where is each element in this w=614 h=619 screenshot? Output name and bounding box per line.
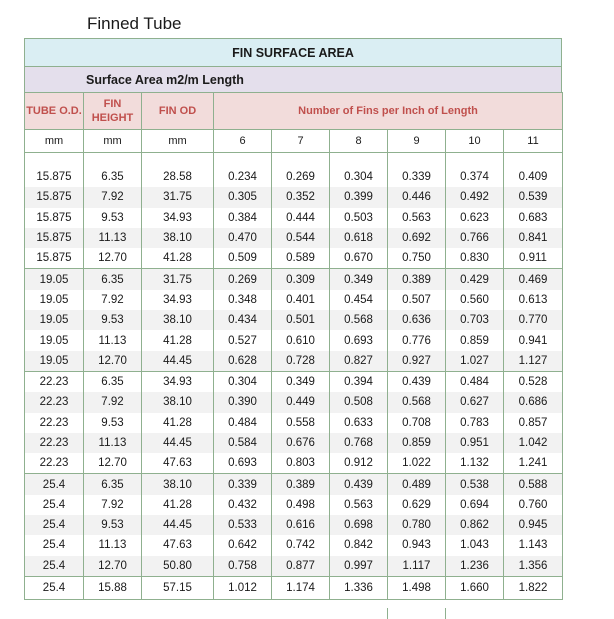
table-cell: 0.760 [504, 495, 563, 515]
table-cell: 0.943 [388, 535, 446, 555]
subtitle: Surface Area m2/m Length [24, 66, 562, 92]
table-cell: 0.859 [388, 433, 446, 453]
table-cell: 0.434 [214, 310, 272, 330]
table-cell: 0.389 [388, 269, 446, 290]
table-cell: 0.841 [504, 228, 563, 248]
table-row [25, 515, 563, 535]
table-cell: 0.912 [330, 453, 388, 474]
table-cell: 0.766 [446, 228, 504, 248]
unit-fin-od: mm [142, 130, 214, 153]
table-cell: 0.911 [504, 248, 563, 269]
table-cell: 12.70 [84, 453, 142, 474]
table-cell: 0.693 [214, 453, 272, 474]
table-row [25, 208, 563, 228]
table-row [25, 433, 563, 453]
table-row [25, 576, 563, 599]
table-cell: 7.92 [84, 392, 142, 412]
table-row [25, 495, 563, 515]
table-cell: 0.538 [446, 474, 504, 495]
table-cell: 0.439 [330, 474, 388, 495]
table-cell: 0.633 [330, 413, 388, 433]
table-cell: 1.241 [504, 453, 563, 474]
table-cell: 1.174 [272, 576, 330, 599]
fin-surface-area-sheet [24, 38, 562, 600]
table-cell: 0.563 [388, 208, 446, 228]
table-cell: 1.356 [504, 556, 563, 577]
table-cell: 0.389 [272, 474, 330, 495]
table-cell: 1.143 [504, 535, 563, 555]
table-cell: 0.670 [330, 248, 388, 269]
table-cell: 15.875 [25, 208, 84, 228]
table-row [25, 556, 563, 577]
table-cell: 0.409 [504, 167, 563, 187]
table-cell: 0.339 [214, 474, 272, 495]
table-cell: 0.584 [214, 433, 272, 453]
fin-count-header: 8 [330, 130, 388, 153]
table-cell: 0.558 [272, 413, 330, 433]
table-cell: 0.997 [330, 556, 388, 577]
table-cell: 15.875 [25, 248, 84, 269]
table-cell: 41.28 [142, 248, 214, 269]
table-cell: 0.642 [214, 535, 272, 555]
table-row [25, 413, 563, 433]
table-cell: 12.70 [84, 556, 142, 577]
fin-count-header: 6 [214, 130, 272, 153]
table-cell: 47.63 [142, 453, 214, 474]
table-cell: 0.509 [214, 248, 272, 269]
table-cell: 1.012 [214, 576, 272, 599]
table-cell: 25.4 [25, 515, 84, 535]
table-cell: 25.4 [25, 535, 84, 555]
table-cell: 38.10 [142, 310, 214, 330]
table-cell: 0.780 [388, 515, 446, 535]
table-cell: 11.13 [84, 330, 142, 350]
table-cell: 7.92 [84, 187, 142, 207]
table-cell: 0.862 [446, 515, 504, 535]
table-cell: 7.92 [84, 290, 142, 310]
table-cell: 34.93 [142, 208, 214, 228]
table-row [25, 269, 563, 290]
table-cell: 11.13 [84, 433, 142, 453]
table-cell: 0.449 [272, 392, 330, 412]
table-cell: 0.399 [330, 187, 388, 207]
table-cell: 7.92 [84, 495, 142, 515]
table-cell: 1.132 [446, 453, 504, 474]
table-cell: 0.589 [272, 248, 330, 269]
table-cell: 19.05 [25, 269, 84, 290]
table-cell: 22.23 [25, 371, 84, 392]
table-cell: 0.941 [504, 330, 563, 350]
table-cell: 0.686 [504, 392, 563, 412]
table-cell: 0.508 [330, 392, 388, 412]
table-cell: 12.70 [84, 248, 142, 269]
table-cell: 11.13 [84, 535, 142, 555]
unit-fin-height: mm [84, 130, 142, 153]
table-row [25, 392, 563, 412]
table-cell: 31.75 [142, 269, 214, 290]
table-cell: 0.683 [504, 208, 563, 228]
table-cell: 0.446 [388, 187, 446, 207]
gridline-stub [445, 608, 446, 619]
table-cell: 0.507 [388, 290, 446, 310]
table-cell: 0.484 [446, 371, 504, 392]
table-cell: 0.758 [214, 556, 272, 577]
header-fin-height: FIN HEIGHT [84, 93, 142, 130]
table-cell: 19.05 [25, 351, 84, 372]
table-cell: 0.470 [214, 228, 272, 248]
table-cell: 25.4 [25, 495, 84, 515]
table-cell: 0.676 [272, 433, 330, 453]
table-cell: 0.269 [214, 269, 272, 290]
table-cell: 44.45 [142, 351, 214, 372]
fin-area-table [24, 92, 563, 600]
table-row [25, 187, 563, 207]
table-row [25, 371, 563, 392]
table-cell: 0.432 [214, 495, 272, 515]
table-cell: 1.127 [504, 351, 563, 372]
table-cell: 25.4 [25, 474, 84, 495]
table-cell: 19.05 [25, 330, 84, 350]
table-cell: 41.28 [142, 413, 214, 433]
table-cell: 0.348 [214, 290, 272, 310]
banner: FIN SURFACE AREA [24, 38, 562, 66]
table-cell: 0.349 [272, 371, 330, 392]
table-cell: 0.484 [214, 413, 272, 433]
table-cell: 0.439 [388, 371, 446, 392]
table-row [25, 248, 563, 269]
table-cell: 12.70 [84, 351, 142, 372]
table-cell: 0.768 [330, 433, 388, 453]
table-cell: 0.770 [504, 310, 563, 330]
fin-count-header: 7 [272, 130, 330, 153]
table-cell: 0.627 [446, 392, 504, 412]
table-cell: 9.53 [84, 310, 142, 330]
table-body [25, 167, 563, 599]
table-cell: 0.610 [272, 330, 330, 350]
table-cell: 1.022 [388, 453, 446, 474]
table-cell: 0.533 [214, 515, 272, 535]
table-cell: 15.875 [25, 187, 84, 207]
table-cell: 0.309 [272, 269, 330, 290]
table-cell: 0.339 [388, 167, 446, 187]
table-cell: 0.304 [330, 167, 388, 187]
table-cell: 1.336 [330, 576, 388, 599]
table-cell: 15.875 [25, 167, 84, 187]
table-cell: 15.88 [84, 576, 142, 599]
table-cell: 0.390 [214, 392, 272, 412]
table-cell: 0.827 [330, 351, 388, 372]
table-cell: 0.568 [330, 310, 388, 330]
table-cell: 15.875 [25, 228, 84, 248]
header-fin-od: FIN OD [142, 93, 214, 130]
table-cell: 0.742 [272, 535, 330, 555]
table-cell: 0.349 [330, 269, 388, 290]
table-cell: 0.234 [214, 167, 272, 187]
table-row [25, 474, 563, 495]
table-cell: 0.503 [330, 208, 388, 228]
table-cell: 1.498 [388, 576, 446, 599]
table-cell: 0.568 [388, 392, 446, 412]
table-cell: 0.945 [504, 515, 563, 535]
header-fins-per-inch: Number of Fins per Inch of Length [214, 93, 563, 130]
table-cell: 11.13 [84, 228, 142, 248]
header-tube-od: TUBE O.D. [25, 93, 84, 130]
table-cell: 0.776 [388, 330, 446, 350]
table-cell: 0.613 [504, 290, 563, 310]
table-cell: 0.528 [504, 371, 563, 392]
table-cell: 0.492 [446, 187, 504, 207]
table-cell: 0.628 [214, 351, 272, 372]
table-cell: 0.304 [214, 371, 272, 392]
table-cell: 0.629 [388, 495, 446, 515]
table-cell: 0.859 [446, 330, 504, 350]
table-cell: 1.236 [446, 556, 504, 577]
table-cell: 0.783 [446, 413, 504, 433]
table-cell: 0.857 [504, 413, 563, 433]
table-cell: 38.10 [142, 392, 214, 412]
table-cell: 41.28 [142, 330, 214, 350]
table-cell: 50.80 [142, 556, 214, 577]
table-cell: 38.10 [142, 228, 214, 248]
table-cell: 41.28 [142, 495, 214, 515]
table-cell: 0.560 [446, 290, 504, 310]
table-cell: 1.117 [388, 556, 446, 577]
table-cell: 0.636 [388, 310, 446, 330]
table-cell: 0.539 [504, 187, 563, 207]
fin-count-header: 9 [388, 130, 446, 153]
table-cell: 0.703 [446, 310, 504, 330]
table-cell: 0.305 [214, 187, 272, 207]
table-cell: 19.05 [25, 310, 84, 330]
table-cell: 0.588 [504, 474, 563, 495]
table-row [25, 351, 563, 372]
table-cell: 9.53 [84, 208, 142, 228]
table-row [25, 228, 563, 248]
table-cell: 22.23 [25, 453, 84, 474]
table-cell: 38.10 [142, 474, 214, 495]
table-cell: 1.822 [504, 576, 563, 599]
fin-count-header: 10 [446, 130, 504, 153]
table-cell: 0.269 [272, 167, 330, 187]
table-cell: 0.384 [214, 208, 272, 228]
table-row [25, 330, 563, 350]
fin-count-header: 11 [504, 130, 563, 153]
table-cell: 0.842 [330, 535, 388, 555]
table-row [25, 453, 563, 474]
table-cell: 0.694 [446, 495, 504, 515]
table-cell: 34.93 [142, 371, 214, 392]
table-cell: 0.750 [388, 248, 446, 269]
table-cell: 0.708 [388, 413, 446, 433]
table-cell: 0.803 [272, 453, 330, 474]
table-cell: 0.501 [272, 310, 330, 330]
table-cell: 0.489 [388, 474, 446, 495]
table-cell: 1.027 [446, 351, 504, 372]
table-cell: 0.469 [504, 269, 563, 290]
table-row [25, 310, 563, 330]
table-cell: 0.830 [446, 248, 504, 269]
table-cell: 22.23 [25, 392, 84, 412]
table-cell: 0.692 [388, 228, 446, 248]
table-cell: 6.35 [84, 474, 142, 495]
table-cell: 22.23 [25, 433, 84, 453]
table-cell: 0.352 [272, 187, 330, 207]
page-title: Finned Tube [87, 14, 182, 33]
table-cell: 0.544 [272, 228, 330, 248]
table-cell: 0.728 [272, 351, 330, 372]
table-row [25, 167, 563, 187]
table-cell: 47.63 [142, 535, 214, 555]
table-cell: 0.623 [446, 208, 504, 228]
table-cell: 0.527 [214, 330, 272, 350]
table-cell: 0.498 [272, 495, 330, 515]
table-cell: 44.45 [142, 433, 214, 453]
table-cell: 0.454 [330, 290, 388, 310]
table-cell: 1.660 [446, 576, 504, 599]
table-cell: 22.23 [25, 413, 84, 433]
table-cell: 44.45 [142, 515, 214, 535]
table-cell: 25.4 [25, 556, 84, 577]
table-cell: 9.53 [84, 413, 142, 433]
table-cell: 0.951 [446, 433, 504, 453]
table-cell: 1.042 [504, 433, 563, 453]
table-cell: 0.563 [330, 495, 388, 515]
table-cell: 6.35 [84, 269, 142, 290]
table-cell: 25.4 [25, 576, 84, 599]
table-cell: 31.75 [142, 187, 214, 207]
table-cell: 1.043 [446, 535, 504, 555]
table-cell: 0.616 [272, 515, 330, 535]
table-cell: 0.444 [272, 208, 330, 228]
table-cell: 0.401 [272, 290, 330, 310]
table-row [25, 290, 563, 310]
table-row [25, 535, 563, 555]
gridline-stub [387, 608, 388, 619]
unit-tube-od: mm [25, 130, 84, 153]
table-cell: 0.877 [272, 556, 330, 577]
table-cell: 0.698 [330, 515, 388, 535]
table-cell: 0.374 [446, 167, 504, 187]
table-cell: 28.58 [142, 167, 214, 187]
table-cell: 6.35 [84, 167, 142, 187]
table-cell: 0.618 [330, 228, 388, 248]
table-cell: 19.05 [25, 290, 84, 310]
table-cell: 0.927 [388, 351, 446, 372]
table-cell: 0.394 [330, 371, 388, 392]
table-cell: 9.53 [84, 515, 142, 535]
table-cell: 0.429 [446, 269, 504, 290]
table-cell: 6.35 [84, 371, 142, 392]
table-cell: 34.93 [142, 290, 214, 310]
table-cell: 57.15 [142, 576, 214, 599]
table-cell: 0.693 [330, 330, 388, 350]
